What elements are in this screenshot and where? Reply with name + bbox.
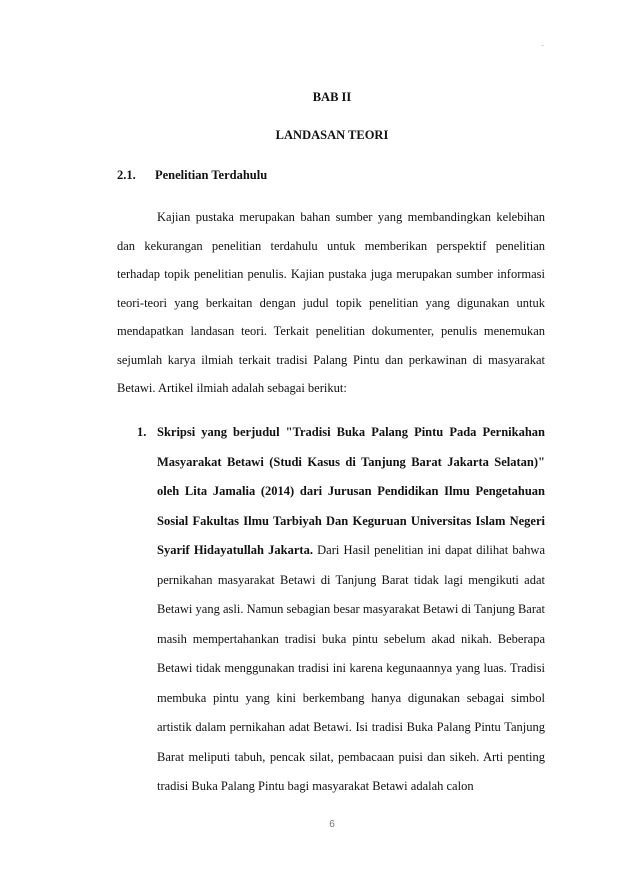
list-item-text: Dari Hasil penelitian ini dapat dilihat bahwa pernikahan masyarakat Betawi di Tanjung Barat tidak lagi mengikuti adat Betawi yang asli. Namun sebagian besar masyarakat Betawi di Tanjung Barat masih mempertahankan tradisi buka pintu sebelum akad nikah. Beberapa Betawi tidak menggunakan tradisi ini karena kegunaannya yang luas. Tradisi membuka pintu yang kini berkembang hanya digunakan sebagai simbol artistik dalam pernikahan adat Betawi. Isi tradisi Buka Palang Pintu Tanjung Barat meliputi tabuh, pencak silat, pembacaan puisi dan sikeh. Arti penting tradisi Buka Palang Pintu bagi masyarakat Betawi adalah calon xyxy=(157,543,546,793)
reference-list xyxy=(117,418,545,802)
corner-mark: - xyxy=(541,40,544,50)
list-item-title: Skripsi yang berjudul "Tradisi Buka Palang Pintu Pada Pernikahan Masyarakat Betawi (Studi Kasus di Tanjung Barat Jakarta Selatan)" oleh Lita Jamalia (2014) dari Jurusan Pendidikan Ilmu Pengetahuan Sosial Fakultas Ilmu Tarbiyah Dan Keguruan Universitas Islam Negeri Syarif Hidayatullah Jakarta. xyxy=(157,425,545,557)
chapter-number: BAB II xyxy=(312,90,352,104)
list-item xyxy=(117,418,545,802)
page-number: 6 xyxy=(329,819,335,830)
section-number: 2.1. xyxy=(117,168,136,182)
intro-paragraph xyxy=(117,203,545,403)
intro-paragraph-text: Kajian pustaka merupakan bahan sumber yang membandingkan kelebihan dan kekurangan penelitian terdahulu untuk memberikan perspektif penelitian terhadap topik penelitian penulis. Kajian pustaka juga merupakan sumber informasi teori-teori yang berkaitan dengan judul topik penelitian yang digunakan untuk mendapatkan landasan teori. Terkait penelitian dokumenter, penulis menemukan sejumlah karya ilmiah terkait tradisi Palang Pintu dan perkawinan di masyarakat Betawi. Artikel ilmiah adalah sebagai berikut: xyxy=(117,210,545,395)
section-title: Penelitian Terdahulu xyxy=(155,168,268,182)
section-heading xyxy=(117,168,267,183)
chapter-title: LANDASAN TEORI xyxy=(275,128,389,142)
list-item-marker: 1. xyxy=(137,425,147,439)
